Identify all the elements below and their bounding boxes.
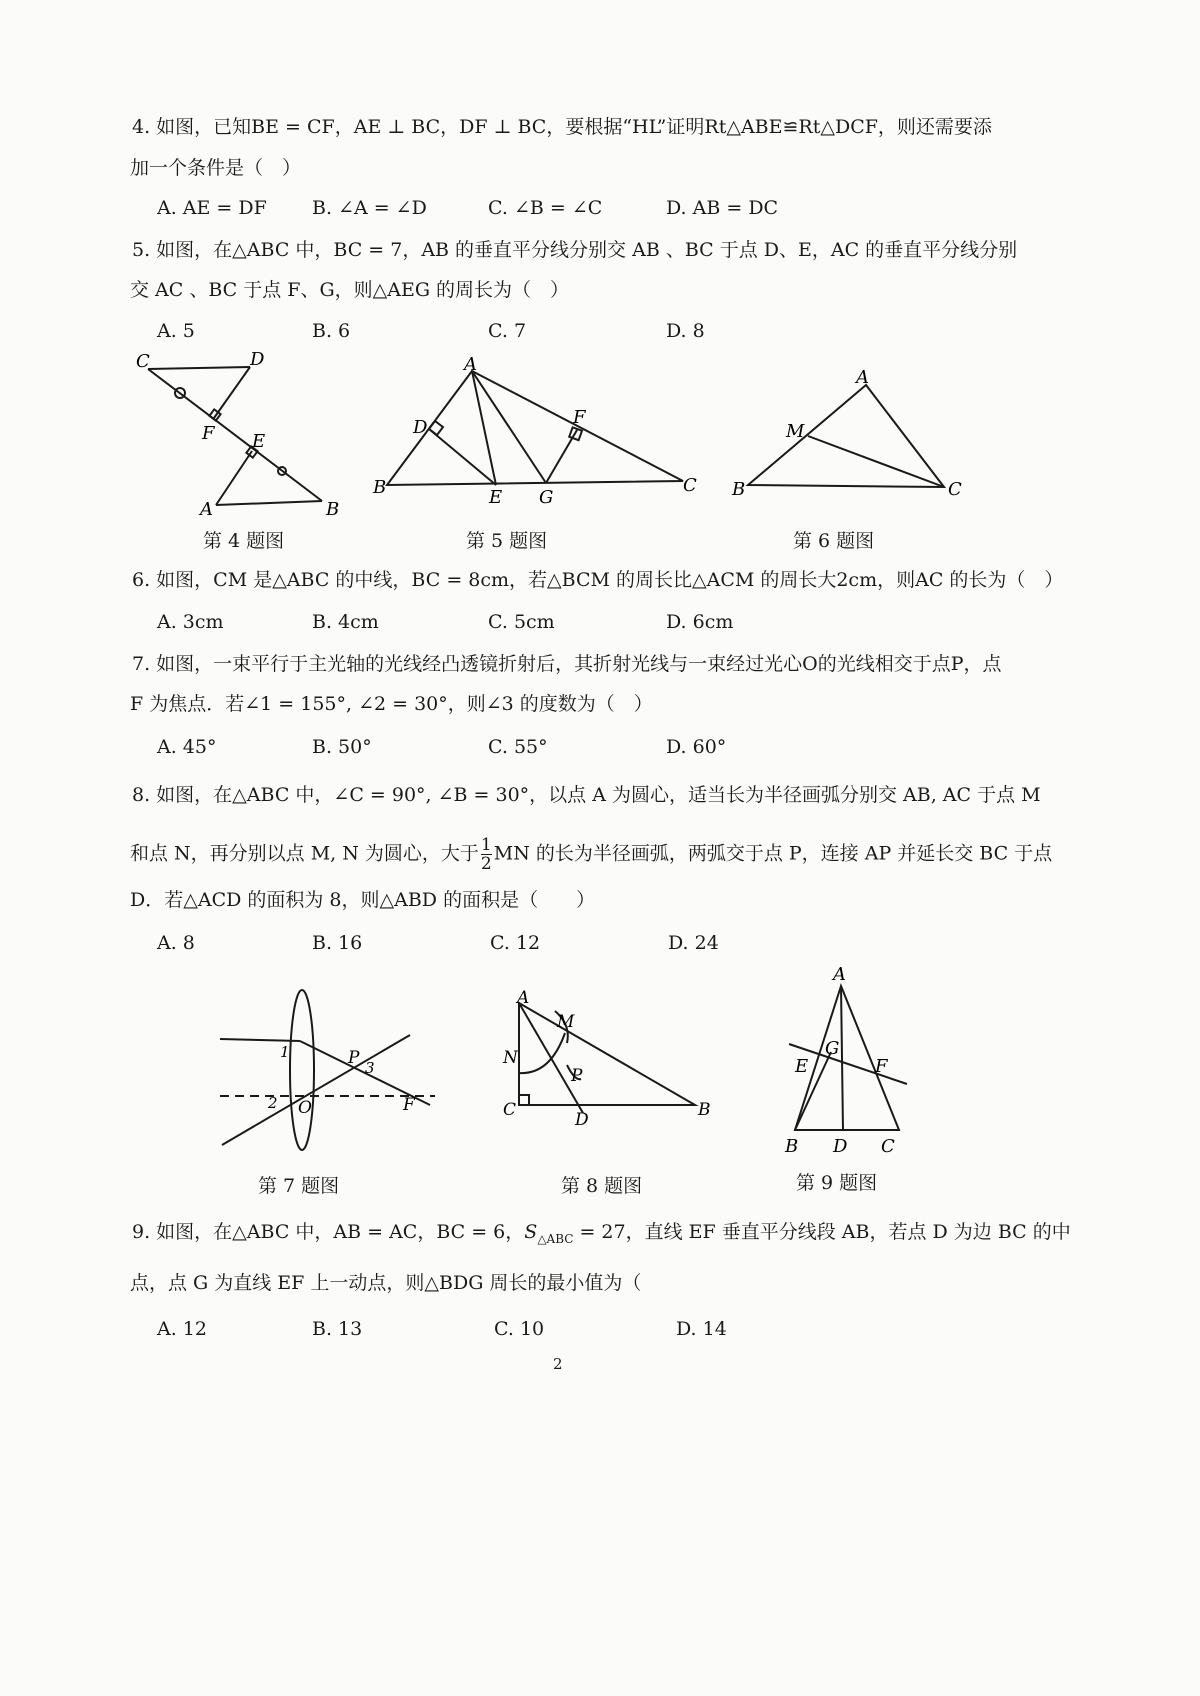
fig8-label-m: M xyxy=(557,1012,575,1032)
q7-choice-a: A. 45° xyxy=(157,736,217,758)
fig5-label-d: D xyxy=(413,417,428,438)
q5-line1: 5. 如图，在△ABC 中，BC = 7，AB 的垂直平分线分别交 AB 、BC 于点 D、E，AC 的垂直平分线分别 xyxy=(132,239,1018,261)
fig4-label-d: D xyxy=(250,349,265,370)
q6-choice-d: D. 6cm xyxy=(666,611,734,633)
q9-line1 xyxy=(132,1219,1071,1252)
fig5-label-a: A xyxy=(464,355,477,375)
q5-choice-b: B. 6 xyxy=(312,320,351,342)
figure-6 xyxy=(728,365,978,505)
q8-line1: 8. 如图，在△ABC 中，∠C = 90°, ∠B = 30°，以点 A 为圆心，适当长为半径画弧分别交 AB, AC 于点 M xyxy=(132,784,1041,806)
q9-area-sub: △ABC xyxy=(537,1231,574,1246)
q9-line1-part2: = 27，直线 EF 垂直平分线段 AB，若点 D 为边 BC 的中 xyxy=(573,1221,1071,1243)
q8-line2 xyxy=(130,836,1052,873)
fig9-label-a: A xyxy=(833,964,846,985)
fig9-label-c: C xyxy=(881,1136,895,1157)
fig7-label-2: 2 xyxy=(268,1094,278,1112)
fig6-label-a: A xyxy=(856,367,869,388)
fig7-label-f: F xyxy=(403,1095,415,1115)
q4-line2: 加一个条件是（ ） xyxy=(130,157,302,179)
fig8-label-n: N xyxy=(503,1048,518,1068)
fig9-label-g: G xyxy=(825,1038,840,1059)
q9-area-symbol xyxy=(524,1221,574,1246)
fig7-caption: 第 7 题图 xyxy=(258,1175,340,1197)
figure-5 xyxy=(365,355,715,515)
fig5-label-e: E xyxy=(489,487,503,508)
fig9-label-f: F xyxy=(875,1056,888,1077)
q7-choice-d: D. 60° xyxy=(666,736,727,758)
q9-line1-part1: 9. 如图，在△ABC 中，AB = AC，BC = 6， xyxy=(132,1221,525,1243)
fig4-label-f: F xyxy=(202,423,215,444)
q8-fraction-num: 1 xyxy=(480,835,492,855)
fig6-label-c: C xyxy=(948,479,962,500)
fig7-label-3: 3 xyxy=(365,1059,375,1077)
fig8-caption: 第 8 题图 xyxy=(561,1175,643,1197)
q4-choice-d: D. AB = DC xyxy=(666,197,779,219)
fig7-label-1: 1 xyxy=(280,1043,290,1061)
fig8-label-p: P xyxy=(571,1066,583,1086)
fig8-label-b: B xyxy=(698,1100,711,1120)
fig4-label-a: A xyxy=(200,499,213,520)
fig5-label-g: G xyxy=(539,487,554,508)
fig5-label-f: F xyxy=(573,407,586,428)
fig4-caption: 第 4 题图 xyxy=(203,530,285,552)
q4-choice-c: C. ∠B = ∠C xyxy=(488,197,603,219)
q9-choice-b: B. 13 xyxy=(312,1318,363,1340)
q8-fraction xyxy=(481,836,492,873)
fig5-caption: 第 5 题图 xyxy=(466,530,548,552)
fig9-label-e: E xyxy=(795,1056,809,1077)
q5-choice-a: A. 5 xyxy=(157,320,195,342)
q8-choice-c: C. 12 xyxy=(490,932,541,954)
q7-line2: F 为焦点．若∠1 = 155°, ∠2 = 30°，则∠3 的度数为（ ） xyxy=(130,693,653,715)
fig7-label-o: O xyxy=(298,1098,312,1118)
q6-choice-c: C. 5cm xyxy=(488,611,555,633)
q4-choice-b: B. ∠A = ∠D xyxy=(312,197,427,219)
fig6-caption: 第 6 题图 xyxy=(793,530,875,552)
q9-choice-d: D. 14 xyxy=(676,1318,727,1340)
fig6-label-m: M xyxy=(786,421,805,442)
q6-choice-b: B. 4cm xyxy=(312,611,379,633)
figure-4 xyxy=(130,345,350,525)
fig4-label-c: C xyxy=(136,351,150,372)
fig6-label-b: B xyxy=(732,479,746,500)
q9-line2: 点，点 G 为直线 EF 上一动点，则△BDG 周长的最小值为（ xyxy=(130,1272,642,1294)
q6-line1: 6. 如图，CM 是△ABC 的中线，BC = 8cm，若△BCM 的周长比△ACM 的周长大2cm，则AC 的长为（ ） xyxy=(132,569,1064,591)
q7-line1: 7. 如图，一束平行于主光轴的光线经凸透镜折射后，其折射光线与一束经过光心O的光线相交于点P，点 xyxy=(132,653,1002,675)
fig8-label-c: C xyxy=(503,1100,517,1120)
q8-line3: D．若△ACD 的面积为 8，则△ABD 的面积是（ ） xyxy=(130,889,596,911)
figure-7 xyxy=(210,975,450,1165)
fig8-label-d: D xyxy=(575,1110,589,1130)
q7-choice-c: C. 55° xyxy=(488,736,548,758)
fig4-label-b: B xyxy=(326,499,340,520)
q5-line2: 交 AC 、BC 于点 F、G，则△AEG 的周长为（ ） xyxy=(130,279,570,301)
q8-fraction-den: 2 xyxy=(480,854,492,874)
q5-choice-c: C. 7 xyxy=(488,320,527,342)
fig9-label-b: B xyxy=(785,1136,799,1157)
fig9-caption: 第 9 题图 xyxy=(796,1172,878,1194)
q8-choice-b: B. 16 xyxy=(312,932,363,954)
q8-choice-d: D. 24 xyxy=(668,932,719,954)
fig7-label-p: P xyxy=(348,1048,360,1068)
q4-choice-a: A. AE = DF xyxy=(157,197,267,219)
q7-choice-b: B. 50° xyxy=(312,736,372,758)
figure-9 xyxy=(775,960,925,1160)
q4-line1: 4. 如图，已知BE = CF，AE ⊥ BC，DF ⊥ BC，要根据“HL”证明Rt△ABE≌Rt△DCF，则还需要添 xyxy=(132,116,992,138)
q9-choice-c: C. 10 xyxy=(494,1318,545,1340)
q9-choice-a: A. 12 xyxy=(157,1318,207,1340)
q8-line2-part1: 和点 N，再分别以点 M, N 为圆心，大于 xyxy=(130,842,479,865)
q6-choice-a: A. 3cm xyxy=(157,611,224,633)
q9-area-s: S xyxy=(524,1221,538,1243)
fig4-label-e: E xyxy=(252,431,266,452)
fig8-label-a: A xyxy=(517,988,530,1008)
fig9-label-d: D xyxy=(833,1136,848,1157)
q8-choice-a: A. 8 xyxy=(157,932,195,954)
q5-choice-d: D. 8 xyxy=(666,320,705,342)
figure-8 xyxy=(495,985,725,1135)
fig5-label-c: C xyxy=(683,475,697,496)
page-number: 2 xyxy=(553,1355,563,1373)
q8-line2-part2: MN 的长为半径画弧，两弧交于点 P，连接 AP 并延长交 BC 于点 xyxy=(493,842,1053,865)
fig5-label-b: B xyxy=(373,477,387,498)
